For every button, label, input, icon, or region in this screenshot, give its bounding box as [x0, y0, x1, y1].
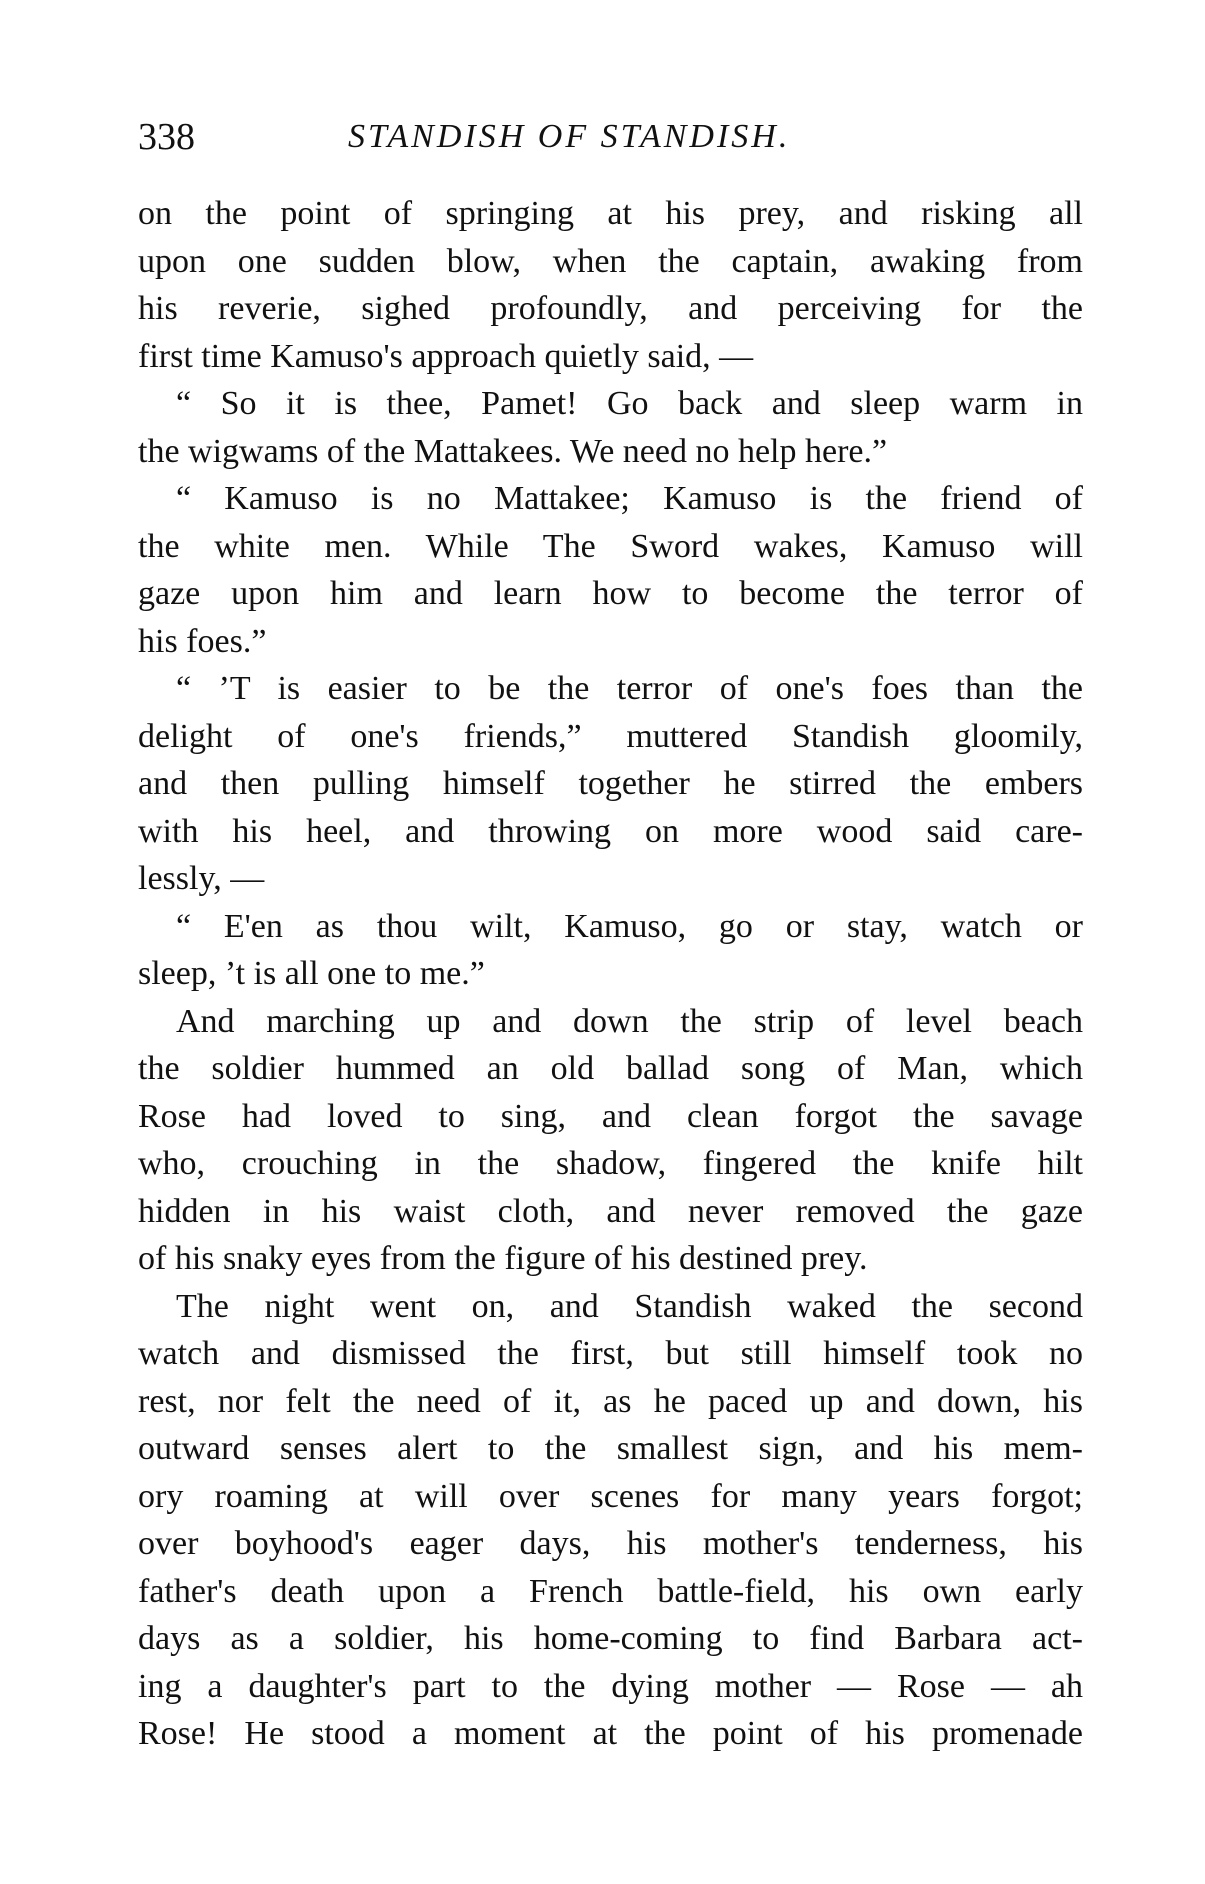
text-line: of his snaky eyes from the figure of his destined prey.: [138, 1240, 868, 1277]
text-line: And marching up and down the strip of level beach: [176, 1002, 1083, 1040]
text-line: with his heel, and throwing on more wood said care-: [138, 812, 1083, 850]
text-line: “ ’T is easier to be the terror of one's foes than the: [176, 670, 1083, 707]
text-line: sleep, ’t is all one to me.”: [138, 955, 485, 992]
text-line: his reverie, sighed profoundly, and perceiving for the: [138, 290, 1083, 327]
text-line: hidden in his waist cloth, and never removed the gaze: [138, 1192, 1083, 1230]
text-line: delight of one's friends,” muttered Standish gloomily,: [138, 717, 1083, 755]
text-line: lessly, —: [138, 860, 265, 897]
text-line: Rose had loved to sing, and clean forgot the savage: [138, 1097, 1083, 1135]
text-line: first time Kamuso's approach quietly said, —: [138, 337, 754, 375]
text-line: “ So it is thee, Pamet! Go back and sleep warm in: [176, 385, 1083, 422]
text-line: the wigwams of the Mattakees. We need no help here.”: [138, 432, 888, 470]
text-line: and then pulling himself together he stirred the embers: [138, 765, 1083, 802]
running-title: STANDISH OF STANDISH.: [348, 118, 791, 155]
text-line: on the point of springing at his prey, and risking all: [138, 195, 1083, 232]
text-line: father's death upon a French battle-field, his own early: [138, 1572, 1083, 1610]
text-line: over boyhood's eager days, his mother's tenderness, his: [138, 1525, 1083, 1562]
text-line: days as a soldier, his home-coming to find Barbara act-: [138, 1620, 1083, 1657]
text-line: outward senses alert to the smallest sign, and his mem-: [138, 1430, 1083, 1467]
text-line: the white men. While The Sword wakes, Kamuso will: [138, 527, 1083, 565]
body-text: [138, 190, 1083, 1758]
text-line: The night went on, and Standish waked the second: [176, 1287, 1083, 1325]
text-line: gaze upon him and learn how to become the terror of: [138, 575, 1083, 612]
text-line: watch and dismissed the first, but still himself took no: [138, 1335, 1083, 1372]
text-line: the soldier hummed an old ballad song of Man, which: [138, 1050, 1083, 1087]
text-line: Rose! He stood a moment at the point of his promenade: [138, 1715, 1083, 1752]
text-line: ing a daughter's part to the dying mother — Rose — ah: [138, 1667, 1083, 1705]
text-line: “ Kamuso is no Mattakee; Kamuso is the friend of: [176, 480, 1083, 517]
text-line: rest, nor felt the need of it, as he paced up and down, his: [138, 1382, 1083, 1420]
text-line: upon one sudden blow, when the captain, awaking from: [138, 242, 1083, 280]
text-line: who, crouching in the shadow, fingered the knife hilt: [138, 1145, 1083, 1182]
page-number: 338: [138, 116, 195, 158]
text-line: his foes.”: [138, 622, 267, 660]
text-line: ory roaming at will over scenes for many years forgot;: [138, 1477, 1083, 1515]
page-header: [138, 112, 1083, 162]
text-line: “ E'en as thou wilt, Kamuso, go or stay, watch or: [176, 907, 1083, 945]
